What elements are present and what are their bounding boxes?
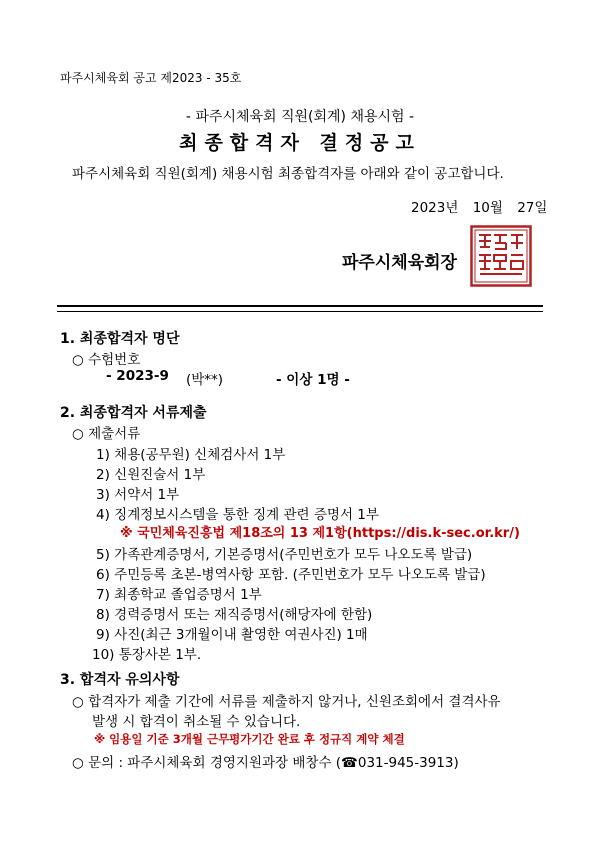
section1-heading: 1. 최종합격자 명단 <box>60 331 180 347</box>
doc-item: 3) 서약서 1부 <box>96 487 180 503</box>
doc-item: 1) 채용(공무원) 신체검사서 1부 <box>96 447 286 463</box>
divider-thick <box>57 305 543 307</box>
notice-number: 파주시체육회 공고 제2023 - 35호 <box>60 71 242 85</box>
section3-heading: 3. 합격자 유의사항 <box>60 672 180 688</box>
doc-item: 4) 징계정보시스템을 통한 징계 관련 증명서 1부 <box>96 507 379 523</box>
doc-item: 9) 사진(최근 3개월이내 촬영한 여권사진) 1매 <box>96 627 368 643</box>
page-title: 최종합격자 결정공고 <box>179 132 421 154</box>
divider-thin <box>57 311 543 312</box>
notice-bullet-line1: ○ 합격자가 제출 기간에 서류를 제출하지 않거나, 신원조회에서 결격사유 <box>72 694 501 710</box>
notice-date: 2023년 10월 27일 <box>411 200 548 216</box>
law-reference-note: ※ 국민체육진흥법 제18조의 13 제1항(https://dis.k-sec.or.kr/) <box>120 526 520 541</box>
employment-note: ※ 임용일 기준 3개월 근무평가기간 완료 후 정규직 계약 체결 <box>94 732 405 746</box>
section1-bullet: ○ 수험번호 <box>72 352 141 368</box>
doc-item: 2) 신원진술서 1부 <box>96 467 206 483</box>
doc-item: 5) 가족관계증명서, 기본증명서(주민번호가 모두 나오도록 발급) <box>96 547 473 563</box>
section2-bullet: ○ 제출서류 <box>72 426 141 442</box>
passer-name: (박**) <box>186 372 224 388</box>
doc-item: 6) 주민등록 초본-병역사항 포함. (주민번호가 모두 나오도록 발급) <box>96 567 486 583</box>
doc-item: 8) 경력증명서 또는 재직증명서(해당자에 한함) <box>96 607 373 623</box>
intro-text: 파주시체육회 직원(회계) 채용시험 최종합격자를 아래와 같이 공고합니다. <box>72 166 504 182</box>
doc-item: 7) 최종학교 졸업증명서 1부 <box>96 587 262 603</box>
passer-count: - 이상 1명 - <box>276 372 350 388</box>
notice-bullet-line2: 발생 시 합격이 취소될 수 있습니다. <box>92 714 301 730</box>
exam-number: - 2023-9 <box>106 368 169 384</box>
official-seal-icon <box>470 225 532 287</box>
signer: 파주시체육회장 <box>342 253 457 273</box>
subtitle: - 파주시체육회 직원(회계) 채용시험 - <box>185 109 415 125</box>
section2-heading: 2. 최종합격자 서류제출 <box>60 405 207 421</box>
doc-item: 10) 통장사본 1부. <box>92 647 202 663</box>
contact-info: ○ 문의 : 파주시체육회 경영지원과장 배창수 (☎031-945-3913) <box>72 755 459 771</box>
